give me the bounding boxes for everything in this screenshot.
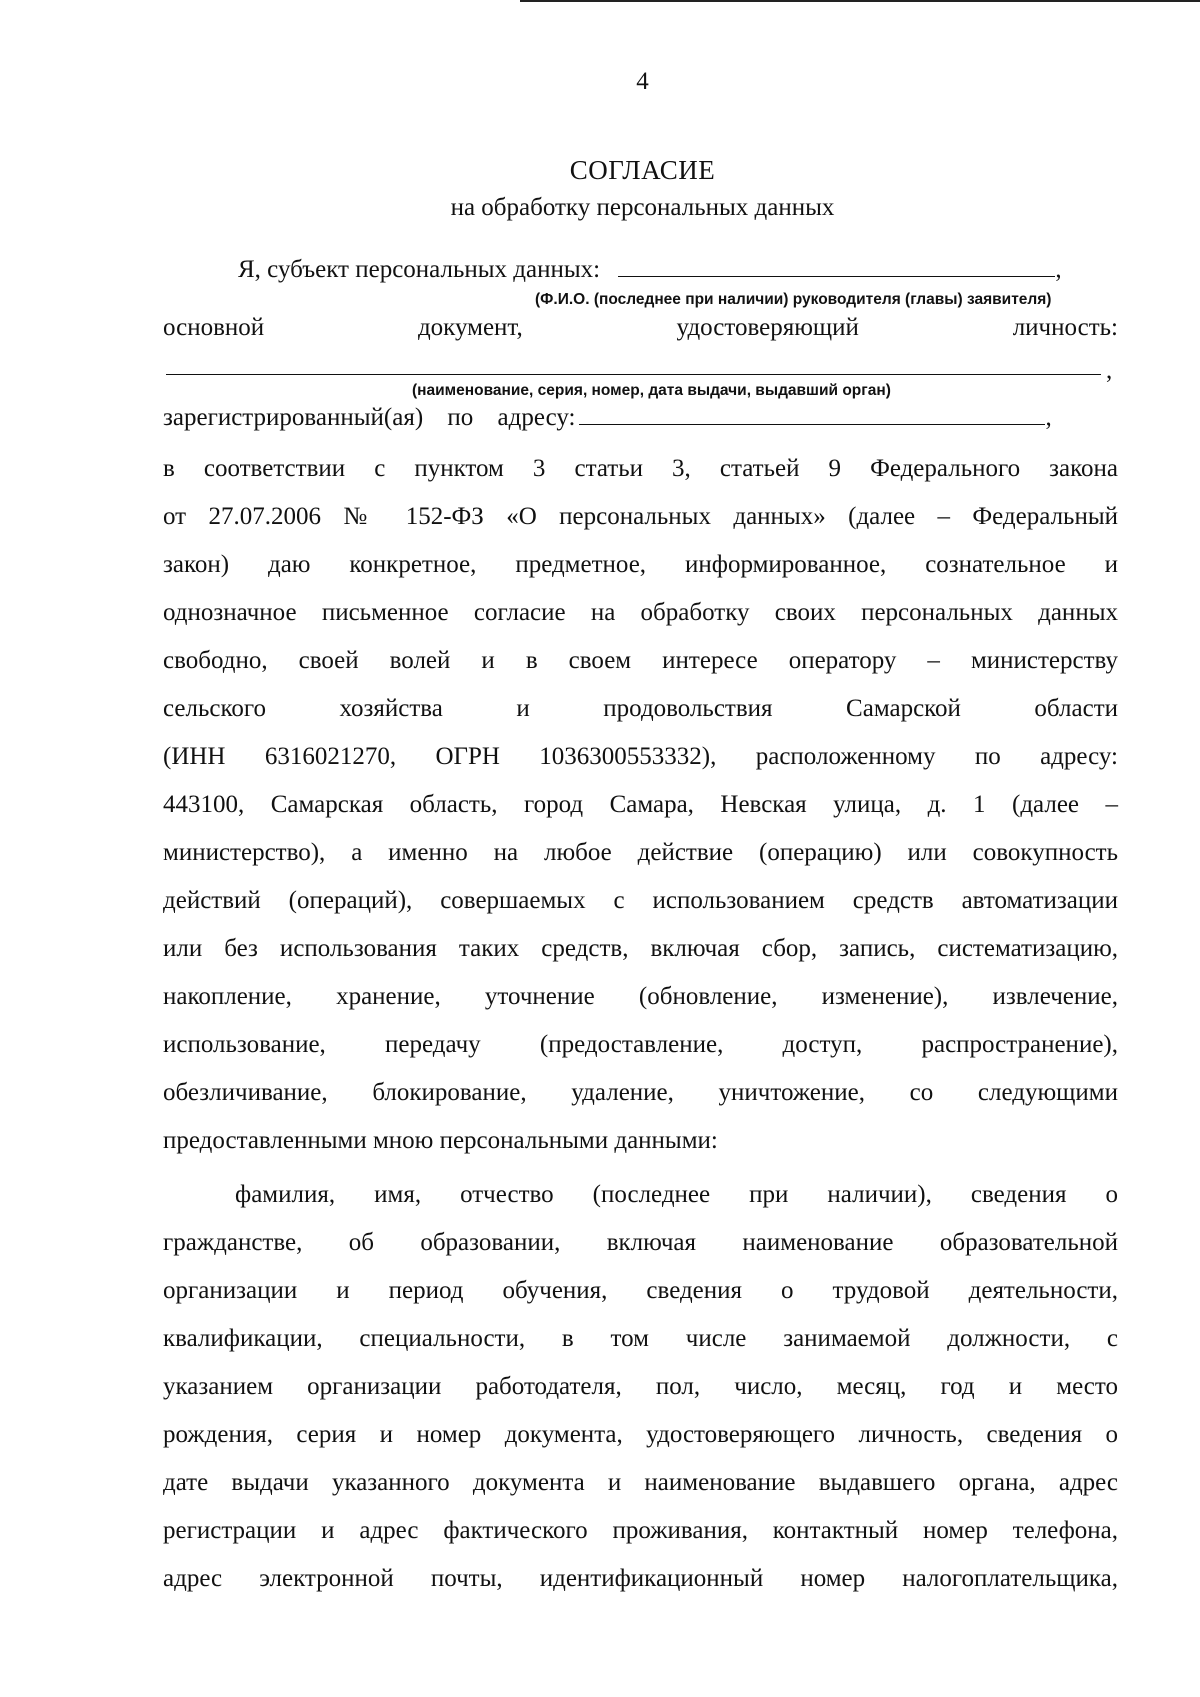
body-line: в соответствии с пунктом 3 статьи 3, статьей 9 Федерального закона — [163, 455, 1118, 482]
fio-caption: (Ф.И.О. (последнее при наличии) руководителя (главы) заявителя) — [535, 291, 1052, 308]
body-line: или без использования таких средств, включая сбор, запись, систематизацию, — [163, 935, 1118, 962]
data-line: гражданстве, об образовании, включая наименование образовательной — [163, 1229, 1118, 1256]
document-word-4: личность: — [1012, 314, 1119, 341]
data-line: фамилия, имя, отчество (последнее при наличии), сведения о — [235, 1181, 1118, 1208]
body-line: свободно, своей волей и в своем интересе оператору – министерству — [163, 647, 1118, 674]
address-line — [163, 404, 1118, 432]
subject-label: Я, субъект персональных данных: — [238, 256, 601, 283]
body-line: накопление, хранение, уточнение (обновление, изменение), извлечение, — [163, 983, 1118, 1010]
body-line: от 27.07.2006 № 152-ФЗ «О персональных данных» (далее – Федеральный — [163, 503, 1118, 530]
document-word-3: удостоверяющий — [676, 314, 859, 341]
body-line: министерство), а именно на любое действие (операцию) или совокупность — [163, 839, 1118, 866]
body-line: действий (операций), совершаемых с использованием средств автоматизации — [163, 887, 1118, 914]
data-line: адрес электронной почты, идентификационный номер налогоплательщика, — [163, 1565, 1118, 1592]
body-line: обезличивание, блокирование, удаление, уничтожение, со следующими — [163, 1079, 1118, 1106]
data-line: рождения, серия и номер документа, удостоверяющего личность, сведения о — [163, 1421, 1118, 1448]
body-line: однозначное письменное согласие на обработку своих персональных данных — [163, 599, 1118, 626]
page-number: 4 — [636, 68, 649, 95]
fio-blank[interactable] — [618, 256, 1055, 277]
document-blank[interactable] — [166, 374, 1101, 375]
document-comma: , — [1106, 357, 1113, 384]
document-word-2: документ, — [417, 314, 523, 341]
body-line: 443100, Самарская область, город Самара, Невская улица, д. 1 (далее – — [163, 791, 1118, 818]
document-caption: (наименование, серия, номер, дата выдачи, выдавший орган) — [412, 382, 891, 399]
document-word-1: основной — [163, 314, 265, 341]
subject-comma: , — [1055, 256, 1062, 283]
subject-line — [238, 256, 1118, 284]
document-title: СОГЛАСИЕ — [569, 155, 716, 185]
body-line: сельского хозяйства и продовольствия Самарской области — [163, 695, 1118, 722]
data-line: дате выдачи указанного документа и наименование выдавшего органа, адрес — [163, 1469, 1118, 1496]
body-line: предоставленными мною персональными данными: — [163, 1127, 718, 1154]
data-line: указанием организации работодателя, пол, число, месяц, год и место — [163, 1373, 1118, 1400]
body-line: использование, передачу (предоставление, доступ, распространение), — [163, 1031, 1118, 1058]
address-comma: , — [1045, 404, 1052, 431]
body-line: (ИНН 6316021270, ОГРН 1036300553332), расположенному по адресу: — [163, 743, 1118, 770]
document-line — [163, 314, 1118, 342]
data-line: квалификации, специальности, в том числе занимаемой должности, с — [163, 1325, 1118, 1352]
data-line: организации и период обучения, сведения о трудовой деятельности, — [163, 1277, 1118, 1304]
address-blank[interactable] — [579, 404, 1045, 425]
document-subtitle: на обработку персональных данных — [450, 194, 835, 221]
body-line: закон) даю конкретное, предметное, информированное, сознательное и — [163, 551, 1118, 578]
data-line: регистрации и адрес фактического проживания, контактный номер телефона, — [163, 1517, 1118, 1544]
address-label: зарегистрированный(ая) по адресу: — [163, 404, 576, 431]
top-rule — [520, 0, 1200, 2]
